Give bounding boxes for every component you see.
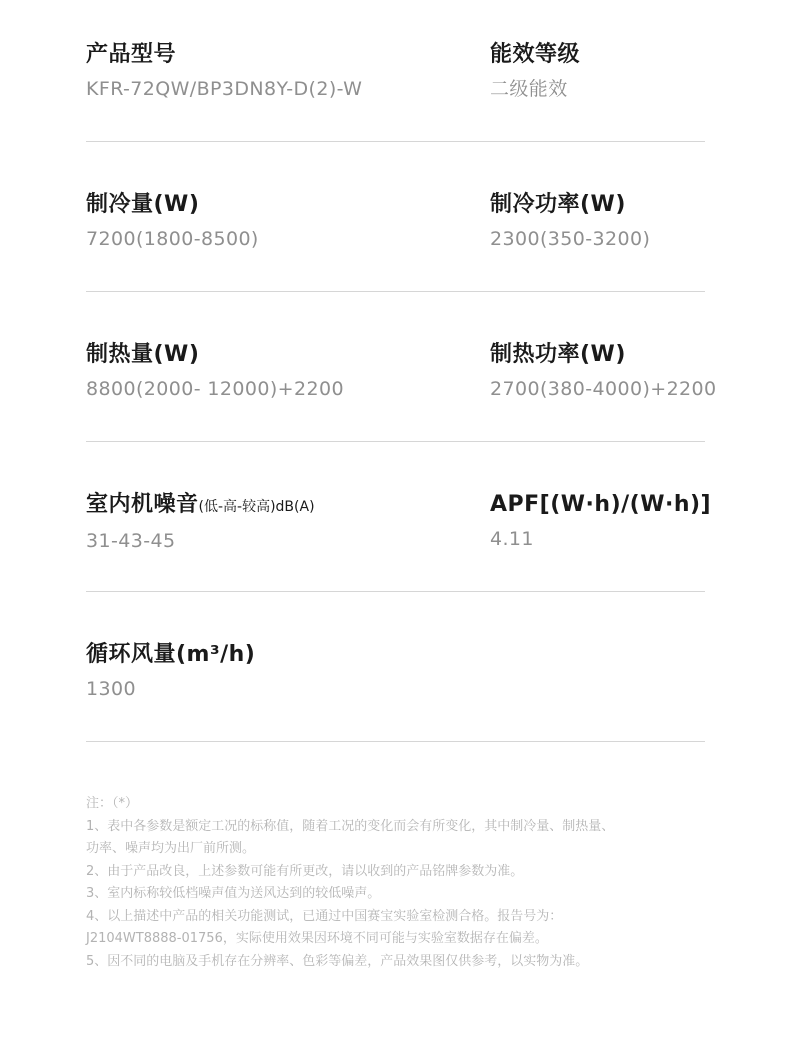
footnote-line: 1、表中各参数是额定工况的标称值，随着工况的变化而会有所变化，其中制冷量、制热量、	[86, 818, 615, 834]
footnote-line: J2104WT8888-01756，实际使用效果因环境不同可能与实验室数据存在偏差。	[86, 931, 548, 946]
spec-cell-airflow	[86, 640, 255, 702]
footnote-line: 功率、噪声均为出厂前所测。	[86, 841, 256, 856]
indoor-noise-value: 31-43-45	[86, 530, 176, 552]
footnote-line: 3、室内标称较低档噪声值为送风达到的较低噪声。	[86, 886, 381, 901]
heating-power-value: 2700(380-4000)+2200	[490, 378, 717, 400]
cooling-power-value: 2300(350-3200)	[490, 228, 651, 250]
apf-label: APF[(W·h)/(W·h)]	[490, 492, 712, 517]
model-label: 产品型号	[86, 42, 177, 67]
spec-row-model	[86, 0, 705, 150]
divider	[86, 141, 705, 142]
spec-row-heating	[86, 300, 717, 450]
spec-row-airflow	[86, 600, 705, 750]
spec-cell-indoor-noise	[86, 490, 315, 554]
cooling-power-label: 制冷功率(W)	[490, 192, 626, 217]
spec-row-cooling	[86, 150, 705, 300]
divider	[86, 741, 705, 742]
spec-cell-cooling-power	[490, 190, 650, 252]
footnote-title: 注：（*）	[86, 796, 139, 811]
airflow-value: 1300	[86, 678, 136, 700]
footnote-line: 5、因不同的电脑及手机存在分辨率、色彩等偏差，产品效果图仅供参考，以实物为准。	[86, 953, 589, 969]
efficiency-label: 能效等级	[490, 42, 581, 67]
spec-cell-efficiency	[490, 40, 580, 102]
footnote-line: 2、由于产品改良，上述参数可能有所更改，请以收到的产品铭牌参数为准。	[86, 863, 524, 879]
indoor-noise-label	[86, 490, 315, 522]
spec-cell-cooling-capacity	[86, 190, 259, 252]
footnotes	[86, 793, 726, 973]
spec-cell-heating-power	[490, 340, 717, 402]
divider	[86, 291, 705, 292]
apf-value: 4.11	[490, 528, 534, 550]
spec-cell-model	[86, 40, 362, 102]
cooling-capacity-value: 7200(1800-8500)	[86, 228, 259, 250]
efficiency-value: 二级能效	[490, 78, 568, 100]
model-value: KFR-72QW/BP3DN8Y-D(2)-W	[86, 78, 363, 100]
heating-capacity-label: 制热量(W)	[86, 342, 200, 367]
indoor-noise-unit: (低-高-较高)dB(A)	[198, 499, 315, 515]
footnote-line: 4、以上描述中产品的相关功能测试，已通过中国赛宝实验室检测合格。报告号为：	[86, 908, 563, 924]
heating-capacity-value: 8800(2000- 12000)+2200	[86, 378, 344, 400]
indoor-noise-title: 室内机噪音	[86, 492, 199, 517]
spec-row-noise-apf	[86, 450, 712, 600]
divider	[86, 441, 705, 442]
spec-cell-heating-capacity	[86, 340, 344, 402]
airflow-label: 循环风量(m³/h)	[86, 642, 256, 667]
cooling-capacity-label: 制冷量(W)	[86, 192, 200, 217]
spec-table	[86, 0, 790, 750]
heating-power-label: 制热功率(W)	[490, 342, 626, 367]
spec-cell-apf	[490, 490, 711, 552]
divider	[86, 591, 705, 592]
